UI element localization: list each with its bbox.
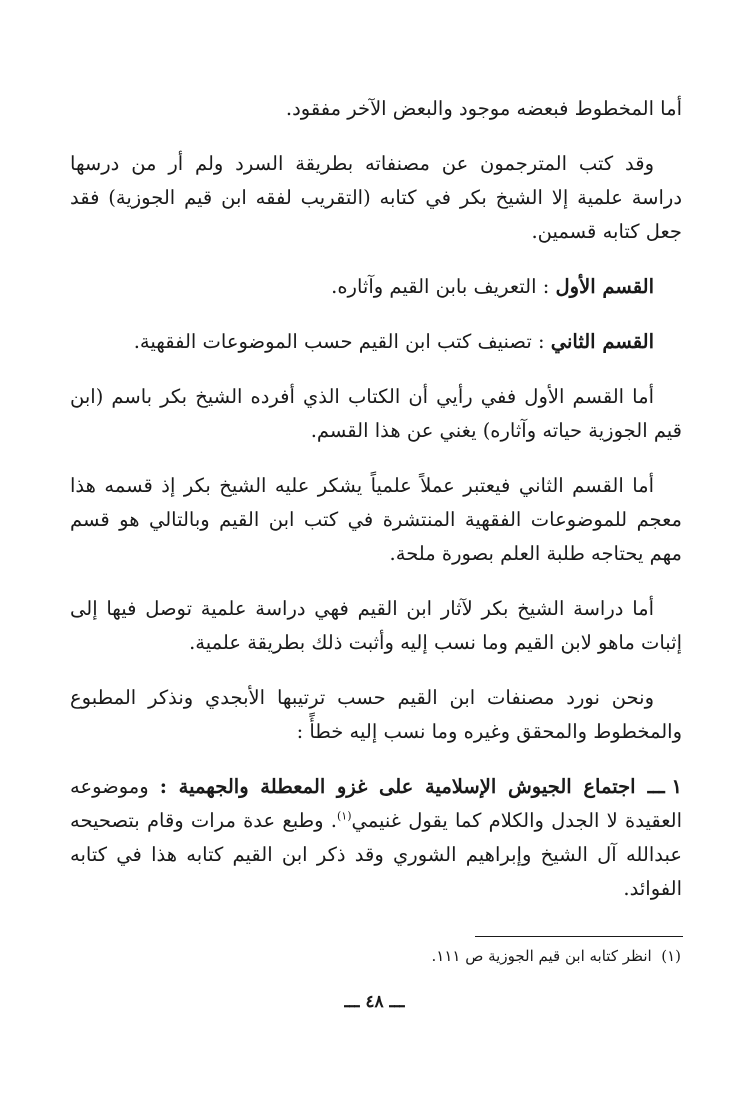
- footnote-number: (١): [661, 947, 681, 965]
- footnote-divider: [475, 936, 683, 937]
- section-first: [70, 270, 682, 304]
- paragraph-translators: وقد كتب المترجمون عن مصنفاته بطريقة السرد ولم أر من درسها دراسة علمية إلا الشيخ بكر في كتابه (التقريب لفقه ابن قيم الجوزية) فقد جعل كتابه قسمين.: [70, 152, 682, 243]
- paragraph-study: أما دراسة الشيخ بكر لآثار ابن القيم فهي دراسة علمية توصل فيها إلى إثبات ماهو لابن القيم وما نسب إليه وأثبت ذلك بطريقة علمية.: [70, 597, 682, 654]
- section-first-label: القسم الأول: [555, 275, 654, 298]
- item-text: وموضوعه العقيدة لا الجدل والكلام كما يقول غنيمي: [70, 775, 682, 832]
- paragraph-manuscripts: أما المخطوط فبعضه موجود والبعض الآخر مفقود.: [285, 97, 682, 120]
- section-second-text: تصنيف كتب ابن القيم حسب الموضوعات الفقهية.: [133, 330, 532, 353]
- page-number: ـــ ٤٨ ـــ: [344, 992, 405, 1012]
- paragraph-listing: ونحن نورد مصنفات ابن القيم حسب ترتيبها الأبجدي ونذكر المطبوع والمخطوط والمحقق وغيره وما نسب إليه خطأً :: [70, 686, 682, 743]
- page-body: [70, 92, 682, 906]
- section-second: [70, 325, 682, 359]
- footnote-reference: (١): [337, 809, 352, 823]
- list-item: [70, 770, 682, 906]
- paragraph-second-section: أما القسم الثاني فيعتبر عملاً علمياً يشكر عليه الشيخ بكر إذ قسمه هذا معجم للموضوعات الفقهية المنتشرة في كتب ابن القيم وبالتالي هو قسم مهم يحتاجه طلبة العلم بصورة ملحة.: [70, 474, 682, 565]
- footnote: [81, 944, 681, 968]
- section-second-sep: :: [531, 330, 551, 353]
- section-second-label: القسم الثاني: [550, 330, 654, 353]
- item-text-continued: . وطبع عدة مرات وقام بتصحيحه عبدالله آل الشيخ وإبراهيم الشوري وقد ذكر ابن القيم كتابه هذا في كتابه الفوائد.: [70, 809, 682, 900]
- item-number: ١ ـــ: [647, 775, 682, 798]
- section-first-text: التعريف بابن القيم وآثاره.: [331, 275, 537, 298]
- section-first-sep: :: [536, 275, 556, 298]
- footnote-text: انظر كتابه ابن قيم الجوزية ص ١١١.: [431, 947, 652, 965]
- paragraph-first-section: أما القسم الأول ففي رأيي أن الكتاب الذي أفرده الشيخ بكر باسم (ابن قيم الجوزية حياته وآثاره) يغني عن هذا القسم.: [70, 385, 682, 442]
- item-title: اجتماع الجيوش الإسلامية على غزو المعطلة والجهمية :: [159, 775, 636, 798]
